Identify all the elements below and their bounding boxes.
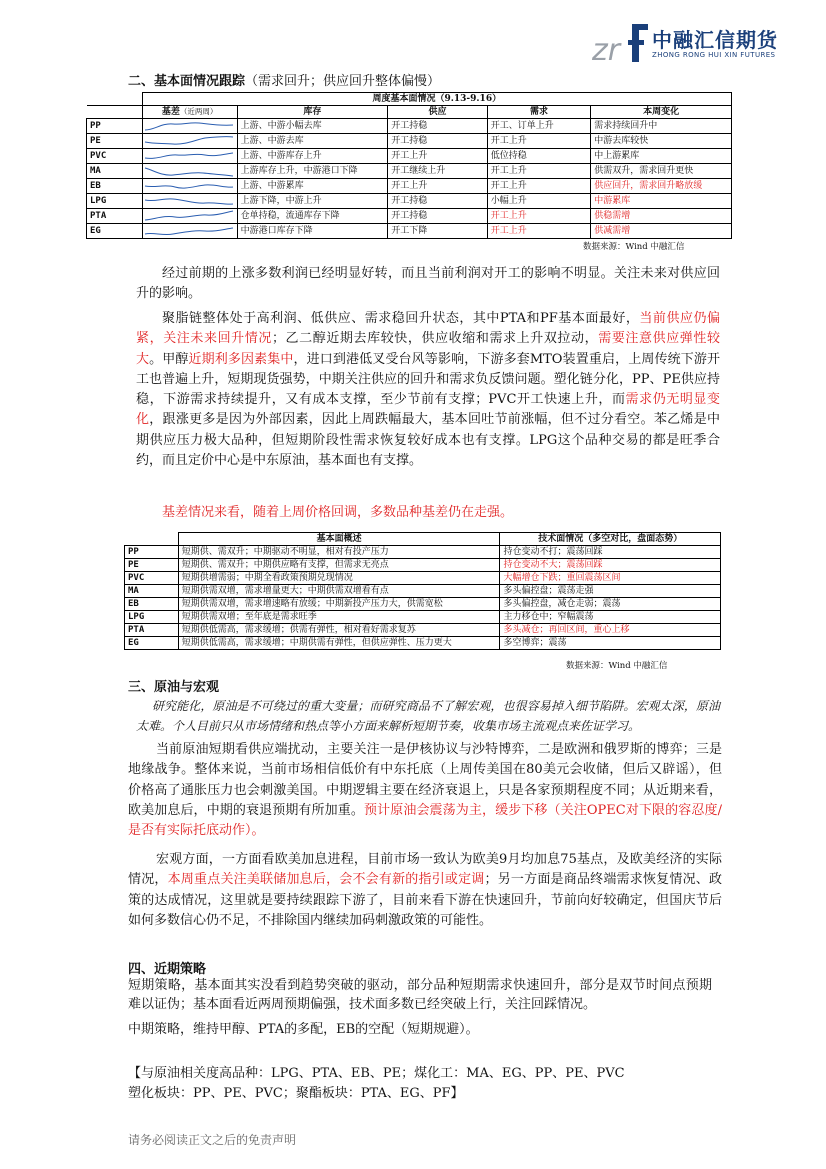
- paragraph-mid-term-strategy: 中期策略，维持甲醇、PTA的多配，EB的空配（短期规避）。: [128, 1022, 479, 1037]
- cell-technical: 多空博弈；震荡: [500, 637, 721, 650]
- cell-demand: 开工上升: [487, 179, 591, 194]
- basis-sparkline: [142, 149, 237, 164]
- section2-subtitle: （需求回升；供应回升整体偏慢）: [245, 74, 441, 89]
- cell-supply: 开工上升: [388, 149, 488, 164]
- section2-title: [128, 70, 440, 89]
- table-row: [87, 119, 732, 134]
- cell-fundamental: 短期供低需高，需求缓增；供需有弹性，相对看好需求复苏: [178, 624, 500, 637]
- basis-sparkline: [142, 134, 237, 149]
- logo-chinese-name: 中融汇信期货: [652, 28, 778, 52]
- row-product-name: MA: [125, 585, 179, 598]
- cell-technical: 多头减仓；再回区间，重心上移: [500, 624, 721, 637]
- col-header-supply: 供应: [388, 106, 488, 119]
- cell-demand: 小幅上升: [487, 194, 591, 209]
- cell-technical: 多头偏控盘，减仓走弱；震荡: [500, 598, 721, 611]
- cell-inventory: 中游港口库存下降: [237, 224, 388, 239]
- table-row: [87, 149, 732, 164]
- note-related-products: 【与原油相关度高品种：LPG、PTA、EB、PE；煤化工：MA、EG、PP、PE、PVC: [128, 1066, 625, 1081]
- col-header-technical: 技术面情况（多空对比，盘面态势）: [500, 533, 721, 546]
- company-logo: [592, 20, 792, 66]
- cell-weekly-change: 供应回升，需求回升略放缓: [591, 179, 732, 194]
- row-product-name: PVC: [125, 572, 179, 585]
- table-row: [125, 624, 721, 637]
- cell-fundamental: 短期供、需双升；中期驱动不明显，相对有投产压力: [178, 546, 500, 559]
- row-product-name: PP: [125, 546, 179, 559]
- cell-inventory: 上游下降，中游上升: [237, 194, 388, 209]
- basis-header: 基差（近两周）: [142, 106, 237, 119]
- col-header-inventory: 库存: [237, 106, 388, 119]
- cell-weekly-change: 需求持续回升中: [591, 119, 732, 134]
- cell-fundamental: 短期供需双增；至年底是需求旺季: [178, 611, 500, 624]
- paragraph-profit: 经过前期的上涨多数利润已经明显好转，而且当前利润对开工的影响不明显。关注未来对供应回升的影响。: [136, 266, 720, 302]
- logo-english-name: ZHONG RONG HUI XIN FUTURES: [652, 51, 776, 59]
- cell-inventory: 仓单持稳，流通库存下降: [237, 209, 388, 224]
- table-row: [125, 546, 721, 559]
- disclaimer-footer: 请务必阅读正文之后的免责声明: [128, 1133, 297, 1147]
- cell-demand: 开工上升: [487, 224, 591, 239]
- weekly-fundamentals-table: [86, 92, 732, 239]
- table-row: [87, 134, 732, 149]
- zrf-logo-icon: [592, 20, 650, 66]
- row-product-name: PTA: [125, 624, 179, 637]
- row-product-name: PTA: [87, 209, 143, 224]
- cell-supply: 开工持稳: [388, 119, 488, 134]
- section4-title: 四、近期策略: [128, 962, 207, 977]
- cell-supply: 开工下降: [388, 224, 488, 239]
- cell-supply: 开工持稳: [388, 194, 488, 209]
- row-product-name: LPG: [87, 194, 143, 209]
- row-product-name: MA: [87, 164, 143, 179]
- basis-sparkline: [142, 179, 237, 194]
- table-row: [87, 179, 732, 194]
- row-product-name: EB: [125, 598, 179, 611]
- cell-weekly-change: 供减需增: [591, 224, 732, 239]
- col-header-change: 本周变化: [591, 106, 732, 119]
- cell-technical: 持仓变动不打；震荡回踩: [500, 546, 721, 559]
- basis-sparkline: [142, 209, 237, 224]
- table-row: [125, 637, 721, 650]
- row-product-name: PE: [87, 134, 143, 149]
- cell-fundamental: 短期供需双增，需求增量更大；中期供需双增看有点: [178, 585, 500, 598]
- row-product-name: LPG: [125, 611, 179, 624]
- cell-supply: 开工持稳: [388, 134, 488, 149]
- row-product-name: PE: [125, 559, 179, 572]
- cell-inventory: 上游、中游库存上升: [237, 149, 388, 164]
- fundamental-technical-table: [124, 532, 721, 650]
- paragraph-macro: 宏观方面，一方面看欧美加息进程，目前市场一致认为欧美9月均加息75基点，及欧美经济的实际情况，本周重点关注美联储加息后，会不会有新的指引或定调；另一方面是商品终端需求恢复情况、政策的达成情况，这里就是要持续跟踪下游了，目前来看下游在快速回升，节前向好较确定，但国庆节后如何多数信心仍不足，不排除国内继续加码刺激政策的可能性。: [128, 852, 722, 928]
- cell-supply: 开工继续上升: [388, 164, 488, 179]
- row-product-name: PP: [87, 119, 143, 134]
- table-row: [125, 598, 721, 611]
- cell-demand: 开工上升: [487, 134, 591, 149]
- table-row: [125, 572, 721, 585]
- paragraph-short-term-strategy: 短期策略，基本面其实没看到趋势突破的驱动，部分品种短期需求快速回升，部分是双节时间点预期难以证伪；基本面看近两周预期偏强，技术面多数已经突破上行，关注回踩情况。: [128, 978, 712, 1012]
- basis-sparkline: [142, 194, 237, 209]
- cell-supply: 开工上升: [388, 179, 488, 194]
- table-row: [87, 194, 732, 209]
- note-sectors: 塑化板块：PP、PE、PVC；聚酯板块：PTA、EG、PF】: [128, 1086, 464, 1101]
- cell-weekly-change: 供需双升，需求回升更快: [591, 164, 732, 179]
- cell-supply: 开工持稳: [388, 209, 488, 224]
- row-product-name: EB: [87, 179, 143, 194]
- cell-fundamental: 短期供低需高，需求缓增；中期供需有弹性，但供应弹性、压力更大: [178, 637, 500, 650]
- table-row: [87, 209, 732, 224]
- col-header-fundamental: 基本面概述: [178, 533, 500, 546]
- cell-weekly-change: 中上游累库: [591, 149, 732, 164]
- section3-title: 三、原油与宏观: [128, 680, 220, 695]
- cell-demand: 开工、订单上升: [487, 119, 591, 134]
- cell-weekly-change: 中游累库: [591, 194, 732, 209]
- row-product-name: EG: [125, 637, 179, 650]
- basis-sparkline: [142, 224, 237, 239]
- paragraph-chain-analysis: 聚脂链整体处于高利润、低供应、需求稳回升状态，其中PTA和PF基本面最好，当前供应仍偏紧，关注未来回升情况；乙二醇近期去库较快，供应收缩和需求上升双拉动，需要注意供应弹性较大。甲醇近期利多因素集中，进口到港低叉受台风等影响，下游多套MTO装置重启，上周传统下游开工也普遍上升，短期现货强势，中期关注供应的回升和需求负反馈问题。塑化链分化，PP、PE供应持稳，下游需求持续提升，又有成本支撑，至少节前有支撑；PVC开工快速上升，而需求仍无明显变化，跟涨更多是因为外部因素，因此上周跌幅最大，基本回吐节前涨幅，但不过分看空。苯乙烯是中期供应压力极大品种，但短期阶段性需求恢复较好成本也有支撑。LPG这个品种交易的都是旺季合约，而且定价中心是中东原油，基本面也有支撑。: [136, 311, 720, 469]
- cell-weekly-change: 供稳需增: [591, 209, 732, 224]
- cell-demand: 开工上升: [487, 164, 591, 179]
- section2-title-text: 二、基本面情况跟踪: [128, 74, 246, 89]
- basis-sparkline: [142, 164, 237, 179]
- table-row: [125, 585, 721, 598]
- svg-text:zr: zr: [592, 33, 621, 66]
- table-caption: 周度基本面情况（9.13-9.16）: [142, 93, 731, 106]
- cell-technical: 多头偏控盘；震荡走强: [500, 585, 721, 598]
- col-header-demand: 需求: [487, 106, 591, 119]
- cell-technical: 持仓变动不大；震荡回踩: [500, 559, 721, 572]
- basis-sparkline: [142, 119, 237, 134]
- paragraph-basis: 基差情况来看，随着上周价格回调，多数品种基差仍在走强。: [162, 505, 514, 520]
- table2-source: 数据来源：Wind 中融汇信: [566, 661, 668, 671]
- cell-inventory: 上游、中游去库: [237, 134, 388, 149]
- cell-inventory: 上游、中游小幅去库: [237, 119, 388, 134]
- paragraph-oil-intro: 研究能化，原油是不可绕过的重大变量；而研究商品不了解宏观，也很容易掉入细节陷阱。宏观太深，原油太难。个人目前只从市场情绪和热点等小方面来解析短期节奏，收集市场主流观点来佐证学习。: [136, 699, 720, 733]
- row-product-name: EG: [87, 224, 143, 239]
- row-product-name: PVC: [87, 149, 143, 164]
- cell-weekly-change: 中游去库较快: [591, 134, 732, 149]
- cell-inventory: 上游库存上升，中游港口下降: [237, 164, 388, 179]
- cell-fundamental: 短期供、需双升；中期供应略有支撑，但需求无亮点: [178, 559, 500, 572]
- table-row: [125, 611, 721, 624]
- table1-source: 数据来源：Wind 中融汇信: [583, 242, 685, 252]
- table-row: [87, 164, 732, 179]
- cell-demand: 开工上升: [487, 209, 591, 224]
- cell-fundamental: 短期供需双增，需求增速略有放缓；中期新投产压力大，供需宽松: [178, 598, 500, 611]
- cell-inventory: 上游、中游累库: [237, 179, 388, 194]
- table-row: [87, 224, 732, 239]
- paragraph-oil: 当前原油短期看供应端扰动，主要关注一是伊核协议与沙特博弈，二是欧洲和俄罗斯的博弈；三是地缘战争。整体来说，当前市场相信低价有中东托底（上周传美国在80美元会收储，但后又辟谣），但价格高了通胀压力也会刺激美国。中期逻辑主要在经济衰退上，只是各家预期程度不同；从近期来看，欧美加息后，中期的衰退预期有所加重。预计原油会震荡为主，缓步下移（关注OPEC对下限的容忍度/是否有实际托底动作）。: [128, 742, 722, 839]
- cell-technical: 主力移仓中；窄幅震荡: [500, 611, 721, 624]
- table-row: [125, 559, 721, 572]
- cell-technical: 大幅增仓下跌；重回震荡区间: [500, 572, 721, 585]
- cell-fundamental: 短期供增需弱；中期全看政策预期兑现情况: [178, 572, 500, 585]
- cell-demand: 低位持稳: [487, 149, 591, 164]
